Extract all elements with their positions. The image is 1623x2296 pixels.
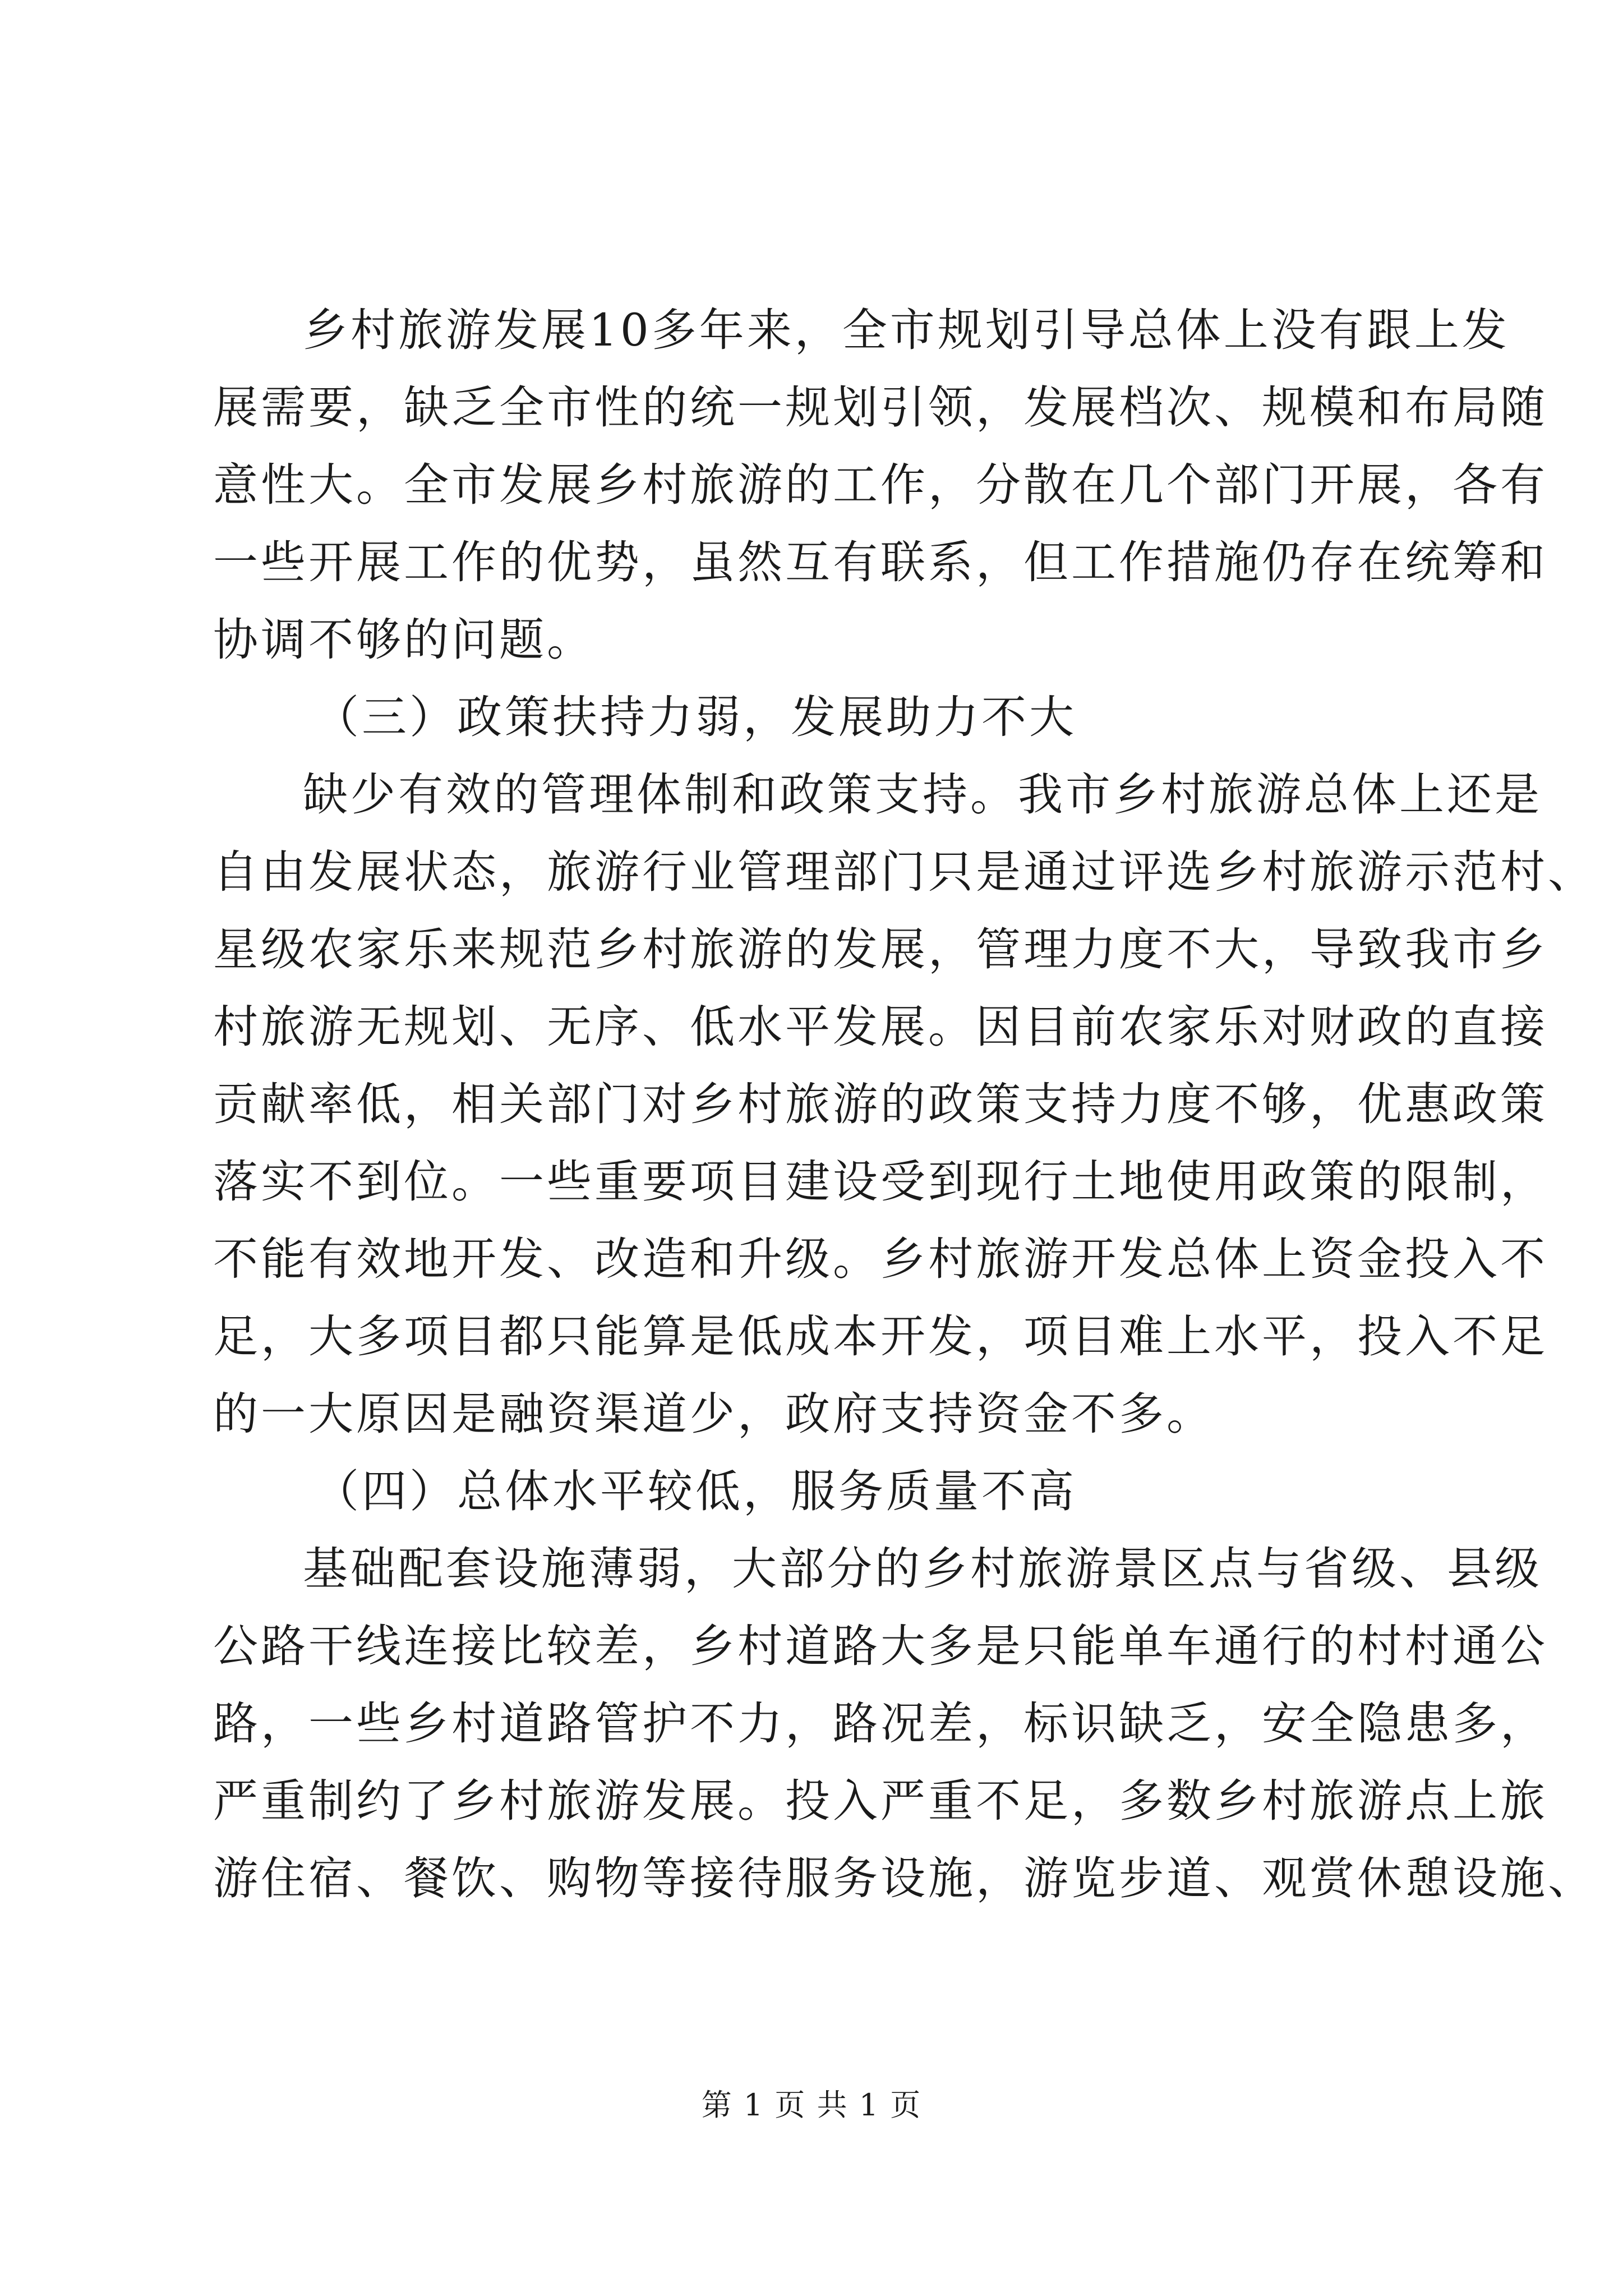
paragraph-line: 意性大。全市发展乡村旅游的工作，分散在几个部门开展，各有	[213, 459, 1548, 511]
paragraph-line: 一些开展工作的优势，虽然互有联系，但工作措施仍存在统筹和	[213, 536, 1548, 588]
paragraph-line: 协调不够的问题。	[213, 614, 594, 666]
paragraph-line: 不能有效地开发、改造和升级。乡村旅游开发总体上资金投入不	[213, 1233, 1548, 1285]
paragraph-line: 路，一些乡村道路管护不力，路况差，标识缺乏，安全隐患多，	[213, 1697, 1548, 1750]
paragraph-line: 村旅游无规划、无序、低水平发展。因目前农家乐对财政的直接	[213, 1001, 1548, 1053]
page-number-footer: 第 1 页 共 1 页	[701, 2087, 922, 2123]
section-heading: （四）总体水平较低，服务质量不高	[314, 1465, 1077, 1517]
paragraph-line: 的一大原因是融资渠道少，政府支持资金不多。	[213, 1388, 1214, 1440]
paragraph-line: 落实不到位。一些重要项目建设受到现行土地使用政策的限制，	[213, 1156, 1548, 1208]
paragraph-line: 公路干线连接比较差，乡村道路大多是只能单车通行的村村通公	[213, 1620, 1548, 1672]
paragraph-line: 展需要，缺乏全市性的统一规划引领，发展档次、规模和布局随	[213, 381, 1548, 434]
paragraph-line: 乡村旅游发展10多年来，全市规划引导总体上没有跟上发	[303, 304, 1510, 356]
paragraph-line: 贡献率低，相关部门对乡村旅游的政策支持力度不够，优惠政策	[213, 1078, 1548, 1130]
paragraph-line: 足，大多项目都只能算是低成本开发，项目难上水平，投入不足	[213, 1310, 1548, 1363]
paragraph-line: 缺少有效的管理体制和政策支持。我市乡村旅游总体上还是	[303, 769, 1542, 821]
paragraph-line: 星级农家乐来规范乡村旅游的发展，管理力度不大，导致我市乡	[213, 923, 1548, 976]
document-body	[213, 292, 1596, 1917]
section-heading: （三）政策扶持力弱，发展助力不大	[314, 691, 1077, 743]
paragraph-line: 严重制约了乡村旅游发展。投入严重不足，多数乡村旅游点上旅	[213, 1775, 1548, 1827]
paragraph-line: 基础配套设施薄弱，大部分的乡村旅游景区点与省级、县级	[303, 1543, 1542, 1595]
paragraph-line: 自由发展状态，旅游行业管理部门只是通过评选乡村旅游示范村、	[213, 846, 1596, 898]
paragraph-line: 游住宿、餐饮、购物等接待服务设施，游览步道、观赏休憩设施、	[213, 1852, 1596, 1904]
